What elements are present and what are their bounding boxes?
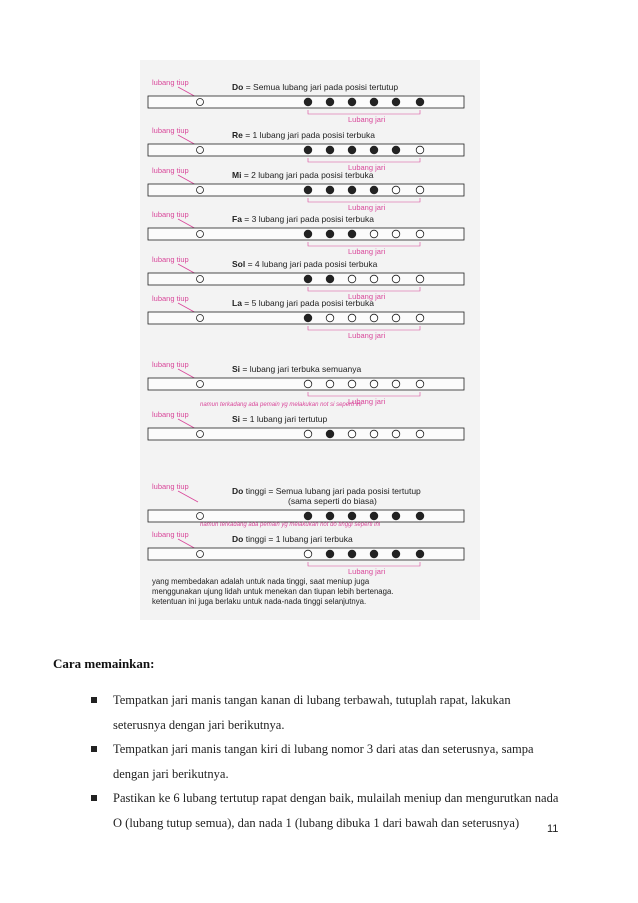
open-hole-icon (392, 186, 400, 194)
closed-hole-icon (370, 146, 378, 154)
closed-hole-icon (326, 230, 334, 238)
note-description: Do tinggi = Semua lubang jari pada posisi tertutup (232, 486, 421, 496)
open-hole-icon (392, 275, 400, 283)
finger-holes-label: Lubang jari (348, 331, 386, 340)
blow-hole-label: lubang tiup (152, 482, 189, 491)
note-description: Do tinggi = 1 lubang jari terbuka (232, 534, 353, 544)
figure-footnote-line: yang membedakan adalah untuk nada tinggi, saat meniup juga (152, 577, 370, 586)
note-description: Sol = 4 lubang jari pada posisi terbuka (232, 259, 378, 269)
finger-holes-bracket (308, 110, 420, 114)
closed-hole-icon (370, 98, 378, 106)
open-hole-icon (416, 230, 424, 238)
blow-hole-label: lubang tiup (152, 126, 189, 135)
open-hole-icon (348, 275, 356, 283)
finger-holes-bracket (308, 198, 420, 202)
closed-hole-icon (326, 275, 334, 283)
finger-holes-label: Lubang jari (348, 163, 386, 172)
closed-hole-icon (416, 550, 424, 558)
note-description-extra: (sama seperti do biasa) (288, 496, 377, 506)
blow-hole-label: lubang tiup (152, 166, 189, 175)
open-hole-icon (370, 230, 378, 238)
open-hole-icon (370, 380, 378, 388)
closed-hole-icon (326, 98, 334, 106)
note-description: Do = Semua lubang jari pada posisi tertutup (232, 82, 399, 92)
finger-holes-label: Lubang jari (348, 247, 386, 256)
fingering-note-remark: namun terkadang ada pemain yg melakukan not si seperti ini (200, 402, 362, 408)
bullet-square-icon (91, 795, 97, 801)
note-description: Mi = 2 lubang jari pada posisi terbuka (232, 170, 374, 180)
blow-hole-pointer (178, 491, 198, 502)
finger-holes-bracket (308, 392, 420, 396)
closed-hole-icon (416, 512, 424, 520)
finger-holes-label: Lubang jari (348, 567, 386, 576)
blow-hole-label: lubang tiup (152, 410, 189, 419)
closed-hole-icon (370, 512, 378, 520)
list-item (91, 786, 561, 835)
open-hole-icon (416, 430, 424, 438)
list-item-text: Tempatkan jari manis tangan kiri di lubang nomor 3 dari atas dan seterusnya, sampa dengan jari berikutnya. (113, 742, 534, 781)
closed-hole-icon (326, 550, 334, 558)
instruction-list (91, 688, 561, 835)
page-number: 11 (547, 823, 559, 835)
note-description: Re = 1 lubang jari pada posisi terbuka (232, 130, 375, 140)
closed-hole-icon (370, 186, 378, 194)
open-hole-icon (416, 146, 424, 154)
closed-hole-icon (392, 146, 400, 154)
closed-hole-icon (304, 98, 312, 106)
open-hole-icon (370, 430, 378, 438)
closed-hole-icon (326, 186, 334, 194)
closed-hole-icon (304, 146, 312, 154)
closed-hole-icon (348, 512, 356, 520)
open-hole-icon (416, 314, 424, 322)
open-hole-icon (416, 275, 424, 283)
blow-hole-label: lubang tiup (152, 530, 189, 539)
closed-hole-icon (304, 186, 312, 194)
open-hole-icon (370, 275, 378, 283)
closed-hole-icon (348, 146, 356, 154)
closed-hole-icon (392, 550, 400, 558)
finger-holes-bracket (308, 287, 420, 291)
open-hole-icon (392, 430, 400, 438)
figure-footnote-line: menggunakan ujung lidah untuk menekan dan tiupan lebih bertenaga. (152, 587, 394, 596)
finger-holes-label: Lubang jari (348, 292, 386, 301)
closed-hole-icon (348, 98, 356, 106)
closed-hole-icon (416, 98, 424, 106)
finger-holes-bracket (308, 158, 420, 162)
closed-hole-icon (370, 550, 378, 558)
bullet-square-icon (91, 746, 97, 752)
open-hole-icon (416, 186, 424, 194)
closed-hole-icon (326, 146, 334, 154)
list-item (91, 737, 561, 786)
open-hole-icon (304, 550, 312, 558)
open-hole-icon (416, 380, 424, 388)
recorder-fingering-figure (140, 60, 480, 620)
finger-holes-bracket (308, 326, 420, 330)
open-hole-icon (348, 380, 356, 388)
open-hole-icon (370, 314, 378, 322)
open-hole-icon (304, 380, 312, 388)
open-hole-icon (392, 230, 400, 238)
bullet-square-icon (91, 697, 97, 703)
blow-hole-label: lubang tiup (152, 210, 189, 219)
open-hole-icon (348, 430, 356, 438)
open-hole-icon (326, 314, 334, 322)
closed-hole-icon (304, 314, 312, 322)
blow-hole-label: lubang tiup (152, 255, 189, 264)
closed-hole-icon (392, 512, 400, 520)
note-description: Si = lubang jari terbuka semuanya (232, 364, 362, 374)
blow-hole-label: lubang tiup (152, 78, 189, 87)
closed-hole-icon (326, 430, 334, 438)
note-description: Fa = 3 lubang jari pada posisi terbuka (232, 214, 374, 224)
list-item-text: Tempatkan jari manis tangan kanan di lubang terbawah, tutuplah rapat, lakukan seterusnya dengan jari berikutnya. (113, 693, 511, 732)
figure-footnote-line: ketentuan ini juga berlaku untuk nada-nada tinggi selanjutnya. (152, 597, 367, 606)
open-hole-icon (304, 430, 312, 438)
list-item (91, 688, 561, 737)
note-description: La = 5 lubang jari pada posisi terbuka (232, 298, 374, 308)
closed-hole-icon (392, 98, 400, 106)
finger-holes-bracket (308, 562, 420, 566)
fingering-note-remark: namun terkadang ada pemain yg melakukan not do tinggi seperti ini (200, 522, 381, 528)
closed-hole-icon (304, 275, 312, 283)
list-item-text: Pastikan ke 6 lubang tertutup rapat dengan baik, mulailah meniup dan mengurutkan nada O (lubang tutup semua), dan nada 1 (lubang dibuka 1 dari bawah dan seterusnya) (113, 791, 559, 830)
closed-hole-icon (348, 230, 356, 238)
closed-hole-icon (348, 550, 356, 558)
open-hole-icon (392, 314, 400, 322)
closed-hole-icon (304, 230, 312, 238)
open-hole-icon (326, 380, 334, 388)
open-hole-icon (392, 380, 400, 388)
closed-hole-icon (348, 186, 356, 194)
fingering-diagram (140, 60, 480, 620)
closed-hole-icon (326, 512, 334, 520)
finger-holes-bracket (308, 242, 420, 246)
blow-hole-label: lubang tiup (152, 360, 189, 369)
finger-holes-label: Lubang jari (348, 203, 386, 212)
closed-hole-icon (304, 512, 312, 520)
blow-hole-label: lubang tiup (152, 294, 189, 303)
finger-holes-label: Lubang jari (348, 397, 386, 406)
section-heading: Cara memainkan: (53, 656, 155, 671)
finger-holes-label: Lubang jari (348, 115, 386, 124)
note-description: Si = 1 lubang jari tertutup (232, 414, 328, 424)
open-hole-icon (348, 314, 356, 322)
